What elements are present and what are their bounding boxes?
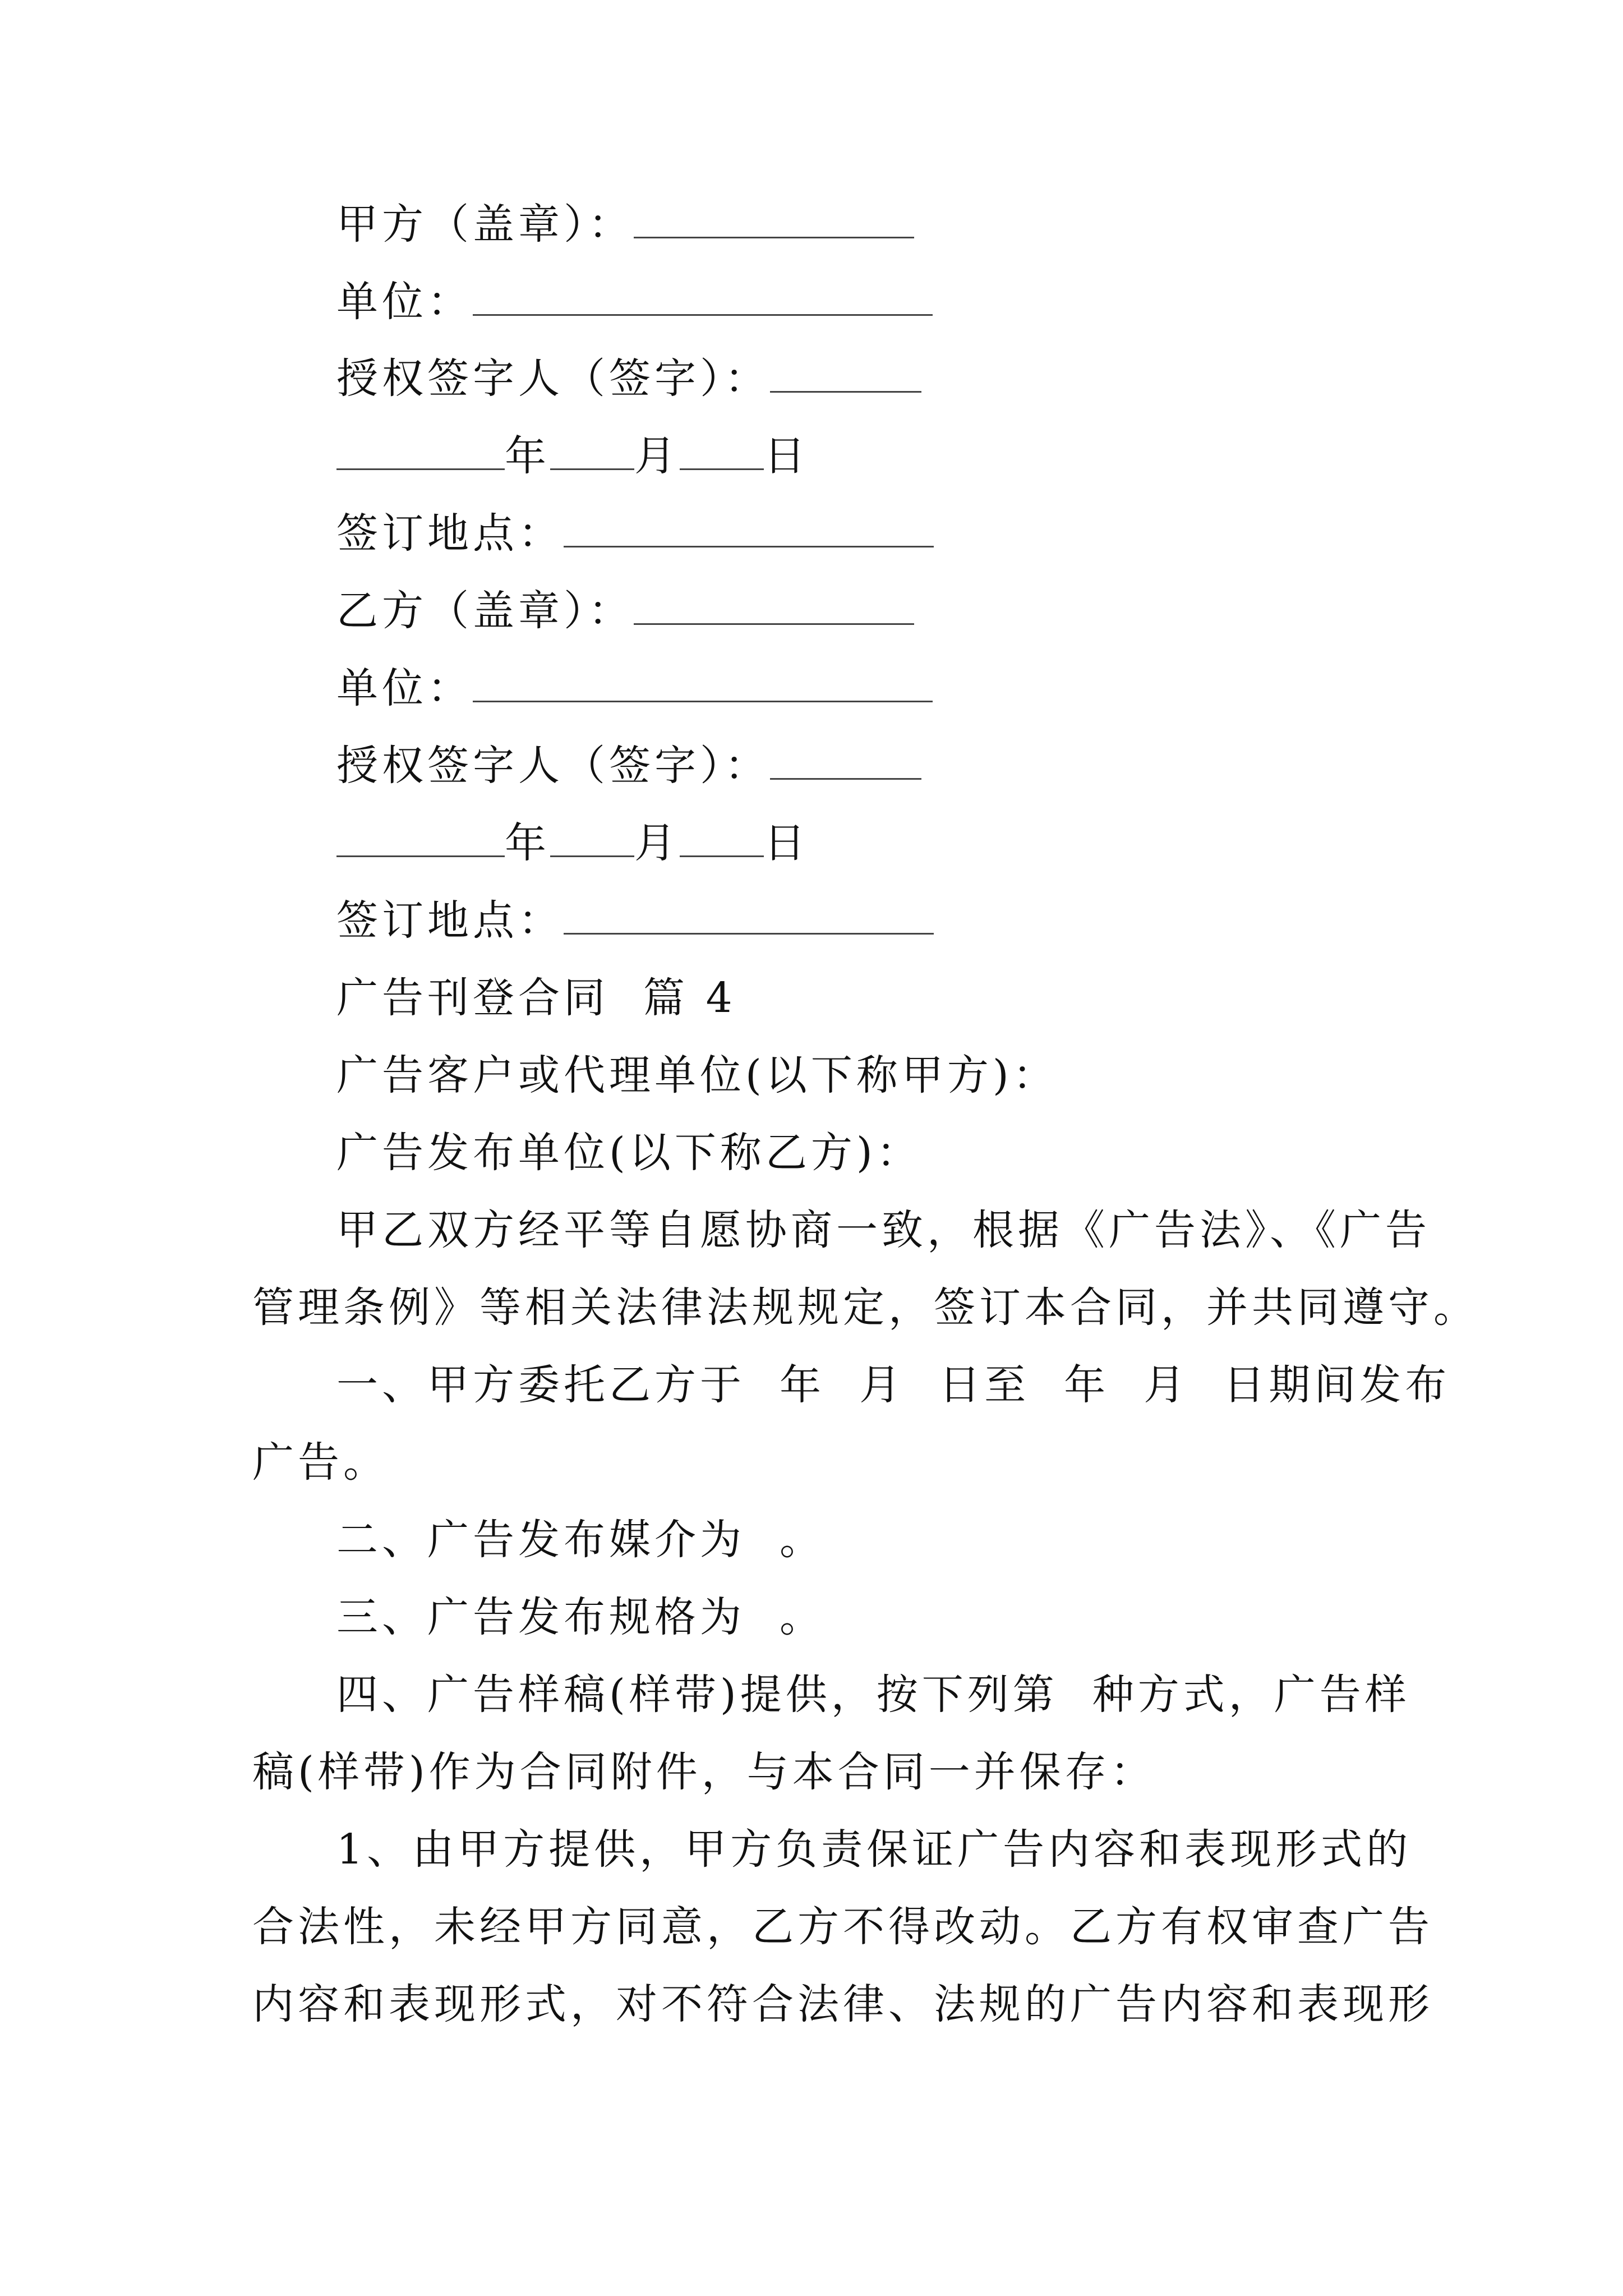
party-a-seal-label: 甲方（盖章）： <box>336 200 634 249</box>
party-b-unit-line <box>336 657 1458 719</box>
party-a-place-blank <box>564 511 934 547</box>
party-b-month-blank <box>550 821 634 857</box>
party-a-month-blank <box>550 434 634 470</box>
item-1-line-3: 内容和表现形式，对不符合法律、法规的广告内容和表现形 <box>252 1980 1433 2028</box>
party-a-signer-line <box>336 348 1458 409</box>
party-b-year-label: 年 <box>505 819 550 867</box>
party-a-signer-label: 授权签字人（签字）： <box>336 355 770 403</box>
party-a-unit-label: 单位： <box>336 278 473 326</box>
party-a-unit-blank <box>473 279 933 316</box>
party-a-place-label: 签订地点： <box>336 509 564 558</box>
clause-1-line-1: 一、甲方委托乙方于 年 月 日至 年 月 日期间发布 <box>336 1361 1451 1409</box>
party-b-seal-label: 乙方（盖章）： <box>336 587 634 635</box>
party-a-seal-blank <box>634 202 914 238</box>
party-b-unit-label: 单位： <box>336 664 473 712</box>
party-b-month-label: 月 <box>634 819 680 867</box>
party-b-day-label: 日 <box>764 819 809 867</box>
party-b-date-line <box>336 812 1458 874</box>
clause-2-line-1: 二、广告发布媒介为 。 <box>336 1516 826 1564</box>
party-b-seal-blank <box>634 588 914 625</box>
party-a-unit-line <box>336 271 1458 333</box>
party-b-unit-blank <box>473 666 933 702</box>
party-a-seal-line <box>336 194 1458 255</box>
party-b-definition: 广告发布单位(以下称乙方)： <box>336 1129 922 1177</box>
party-b-place-label: 签订地点： <box>336 896 564 945</box>
party-b-year-blank <box>336 821 505 857</box>
party-b-seal-line <box>336 580 1458 642</box>
party-a-month-label: 月 <box>634 432 680 480</box>
clause-3-line-1: 三、广告发布规格为 。 <box>336 1593 826 1641</box>
clause-4-line-1: 四、广告样稿(样带)提供，按下列第 种方式，广告样 <box>336 1671 1410 1719</box>
section-title: 广告刊登合同 篇 4 <box>336 974 736 1022</box>
item-1-line-1: 1、由甲方提供，甲方负责保证广告内容和表现形式的 <box>336 1825 1412 1874</box>
party-a-day-blank <box>680 434 764 470</box>
preamble-line-2: 管理条例》等相关法律法规规定，签订本合同，并共同遵守。 <box>252 1283 1479 1332</box>
party-b-signer-label: 授权签字人（签字）： <box>336 742 770 790</box>
party-a-year-blank <box>336 434 505 470</box>
clause-4-line-2: 稿(样带)作为合同附件，与本合同一并保存： <box>252 1748 1156 1796</box>
party-b-signer-blank <box>770 743 921 780</box>
party-b-day-blank <box>680 821 764 857</box>
party-b-signer-line <box>336 735 1458 797</box>
preamble-line-1: 甲乙双方经平等自愿协商一致，根据《广告法》、《广告 <box>336 1206 1431 1254</box>
party-a-definition: 广告客户或代理单位(以下称甲方)： <box>336 1051 1058 1099</box>
party-b-place-blank <box>564 898 934 935</box>
party-a-place-line <box>336 503 1458 564</box>
clause-1-line-2: 广告。 <box>252 1438 389 1487</box>
party-a-year-label: 年 <box>505 432 550 480</box>
party-a-signer-blank <box>770 356 921 393</box>
party-b-place-line <box>336 890 1458 951</box>
item-1-line-2: 合法性，未经甲方同意，乙方不得改动。乙方有权审查广告 <box>252 1903 1433 1951</box>
party-a-day-label: 日 <box>764 432 809 480</box>
party-a-date-line <box>336 425 1458 487</box>
